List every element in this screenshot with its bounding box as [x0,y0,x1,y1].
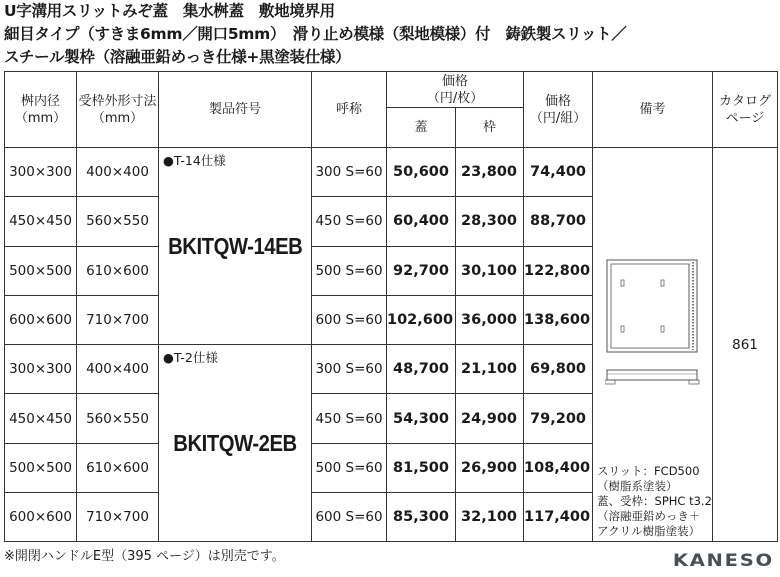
title-line-2: 細目タイプ（すきま6mm／開口5mm） 滑り止め模様（梨地模様）付 鋳鉄製スリット／ [4,25,627,43]
frame-size-cell: 610×600 [77,246,159,295]
brand-logo: KANESO [672,551,774,571]
set-price-cell: 88,700 [524,197,593,246]
lid-price-cell: 92,700 [387,246,456,295]
title-line-3: スチール製枠（溶融亜鉛めっき仕様+黒塗装仕様） [4,48,351,66]
lid-price-cell: 48,700 [387,345,456,394]
frame-price-cell: 32,100 [456,493,524,542]
lid-price-cell: 60,400 [387,197,456,246]
frame-price-cell: 23,800 [456,148,524,197]
lid-price-cell: 54,300 [387,394,456,443]
price-table [4,71,778,542]
designation-cell: 450 S=60 [312,394,387,443]
designation-cell: 600 S=60 [312,295,387,344]
lid-price-cell: 50,600 [387,148,456,197]
inner-size-cell: 600×600 [5,295,77,344]
header-frame: 枠 [456,108,524,148]
inner-size-cell: 450×450 [5,394,77,443]
inner-size-cell: 450×450 [5,197,77,246]
frame-size-cell: 560×550 [77,197,159,246]
header-price-per-piece: 価格 （円/枚） [387,72,524,108]
frame-size-cell: 610×600 [77,443,159,492]
inner-size-cell: 300×300 [5,345,77,394]
product-code: BKITQW-14EB [168,233,303,259]
frame-price-cell: 26,900 [456,443,524,492]
frame-price-cell: 21,100 [456,345,524,394]
designation-cell: 300 S=60 [312,148,387,197]
frame-size-cell: 400×400 [77,148,159,197]
designation-cell: 450 S=60 [312,197,387,246]
frame-price-cell: 30,100 [456,246,524,295]
spec-label: ●T-14仕様 [163,153,226,168]
frame-price-cell: 28,300 [456,197,524,246]
set-price-cell: 122,800 [524,246,593,295]
catalog-page-cell: 861 [713,148,778,542]
set-price-cell: 138,600 [524,295,593,344]
frame-price-cell: 36,000 [456,295,524,344]
set-price-cell: 108,400 [524,443,593,492]
frame-size-cell: 710×700 [77,493,159,542]
frame-size-cell: 400×400 [77,345,159,394]
product-drawing [605,258,701,398]
product-code-cell [159,345,312,542]
frame-price-cell: 24,900 [456,394,524,443]
product-code-cell [159,148,312,345]
designation-cell: 500 S=60 [312,443,387,492]
header-designation: 呼称 [312,72,387,148]
lid-price-cell: 85,300 [387,493,456,542]
inner-size-cell: 300×300 [5,148,77,197]
page-title [4,0,776,69]
header-lid: 蓋 [387,108,456,148]
header-catalog-page: カタログ ページ [713,72,778,148]
set-price-cell: 117,400 [524,493,593,542]
designation-cell: 600 S=60 [312,493,387,542]
lid-price-cell: 102,600 [387,295,456,344]
header-remarks: 備考 [593,72,713,148]
spec-label: ●T-2仕様 [163,350,218,366]
set-price-cell: 79,200 [524,394,593,443]
title-line-1: U字溝用スリットみぞ蓋 集水桝蓋 敷地境界用 [4,2,335,20]
lid-price-cell: 81,500 [387,443,456,492]
designation-cell: 500 S=60 [312,246,387,295]
frame-size-cell: 710×700 [77,295,159,344]
product-code: BKITQW-2EB [173,430,297,457]
header-price-per-set: 価格 （円/組） [524,72,593,148]
frame-size-cell: 560×550 [77,394,159,443]
header-inner-size: 桝内径 （mm） [5,72,77,148]
table-row [5,148,778,197]
header-frame-size: 受枠外形寸法 （mm） [77,72,159,148]
header-product-code: 製品符号 [159,72,312,148]
set-price-cell: 69,800 [524,345,593,394]
set-price-cell: 74,400 [524,148,593,197]
remarks-cell [593,148,713,542]
inner-size-cell: 500×500 [5,246,77,295]
designation-cell: 300 S=60 [312,345,387,394]
material-remarks: スリット：FCD500 （樹脂系塗装） 蓋、受枠：SPHC t3.2 （溶融亜鉛めっき＋ アクリル樹脂塗装） [597,464,712,538]
inner-size-cell: 600×600 [5,493,77,542]
footnote: ※開閉ハンドルE型（395 ページ）は別売です。 [4,549,285,564]
inner-size-cell: 500×500 [5,443,77,492]
